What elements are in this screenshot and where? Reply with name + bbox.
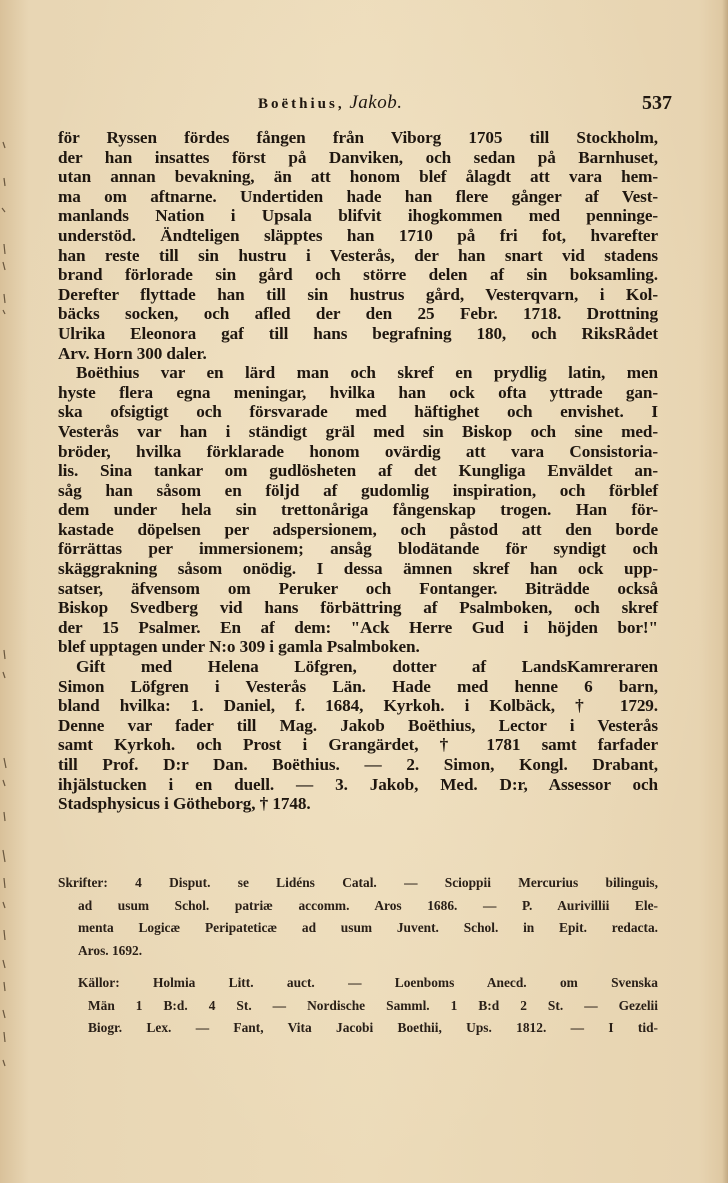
text-line: till Prof. D:r Dan. Boëthius. — 2. Simon, Kongl. Drabant,: [58, 755, 658, 774]
text-line: såg han såsom en följd af gudomlig inspiration, och förblef: [58, 480, 658, 500]
text-line: förrättas per immersionem; ansåg blodätande för syndigt och: [58, 539, 658, 559]
text-line: Stadsphysicus i Götheborg, † 1748.: [58, 794, 311, 814]
text-line: satser, äfvensom om Peruker och Fontanger. Biträdde också: [58, 578, 658, 598]
text-line: lis. Sina tankar om gudlösheten af det Kungliga Enväldet an-: [58, 461, 658, 481]
text-line: bland hvilka: 1. Daniel, f. 1684, Kyrkoh. i Kolbäck, † 1729.: [58, 696, 658, 716]
text-line: ska ofsigtigt och försvarade med häftighet och envishet. I: [58, 402, 658, 422]
text-line: för Ryssen fördes fången från Viborg 1705 till Stockholm,: [58, 128, 658, 147]
text-line: blef upptagen under N:o 309 i gamla Psalmboken.: [58, 637, 420, 657]
text-line: ma om aftnarne. Undertiden hade han flere gånger af Vest-: [58, 186, 658, 206]
text-line: ihjälstucken i en duell. — 3. Jakob, Med. D:r, Assessor och: [58, 774, 658, 794]
running-title: [258, 92, 402, 114]
sources-line: Biogr. Lex. — Fant, Vita Jacobi Boethii, Ups. 1812. — I tid-: [88, 1020, 658, 1035]
gutter-binding-marks: [0, 0, 16, 1183]
text-line: der han insattes först på Danviken, och sedan på Barnhuset,: [58, 147, 658, 167]
writings-line: menta Logicæ Peripateticæ ad usum Juvent. Schol. in Epit. redacta.: [78, 920, 658, 935]
running-title-given-name: Jakob.: [349, 92, 403, 113]
text-line: han reste till sin hustru i Vesterås, der han snart vid stadens: [58, 245, 658, 265]
writings-line: Skrifter: 4 Disput. se Lidéns Catal. — Scioppii Mercurius bilinguis,: [58, 875, 658, 890]
text-line: Vesterås var han i ständigt gräl med sin Biskop och sine med-: [58, 421, 658, 441]
text-line: der 15 Psalmer. En af dem: "Ack Herre Gud i höjden bor!": [58, 617, 658, 637]
text-line: brand förlorade sin gård och större delen af sin boksamling.: [58, 265, 658, 285]
main-text: [58, 128, 658, 814]
page-number: 537: [642, 92, 672, 114]
text-line: bröder, hvilka förklarade honom ovärdig att vara Consistoria-: [58, 441, 658, 461]
references-section: [58, 872, 658, 1040]
text-line: manlands Nation i Upsala blifvit ihogkommen med penninge-: [58, 206, 658, 226]
text-line: skäggrakning såsom onödig. I dessa ämnen skref han ock upp-: [58, 559, 658, 579]
running-title-name: Boëthius,: [258, 96, 345, 112]
text-line: Arv. Horn 300 daler.: [58, 343, 207, 363]
references-gap: [58, 962, 658, 972]
text-line: utan annan bevakning, än att honom blef ålagdt att vara hem-: [58, 167, 658, 187]
page-edge-shadow: [722, 0, 728, 1183]
sources-line: Män 1 B:d. 4 St. — Nordische Samml. 1 B:d 2 St. — Gezelii: [88, 997, 658, 1013]
text-line: hyste flera egna meningar, hvilka han ock ofta yttrade gan-: [58, 382, 658, 402]
text-line: understöd. Ändteligen släpptes han 1710 på fri fot, hvarefter: [58, 225, 658, 245]
text-line: Boëthius var en lärd man och skref en prydlig latin, men: [76, 363, 658, 383]
sources-line: Källor: Holmia Litt. auct. — Loenboms Anecd. om Svenska: [78, 975, 658, 990]
page-header: [0, 92, 728, 118]
text-line: kastade döpelsen per adspersionem, och påstod att den borde: [58, 519, 658, 539]
text-line: samt Kyrkoh. och Prost i Grangärdet, † 1781 samt farfader: [58, 735, 658, 755]
text-line: Ulrika Eleonora gaf till hans begrafning 180, och RiksRådet: [58, 323, 658, 343]
text-line: Gift med Helena Löfgren, dotter af LandsKamreraren: [76, 657, 658, 677]
text-line: Biskop Svedberg vid hans förbättring af Psalmboken, och skref: [58, 598, 658, 618]
text-line: bäcks socken, och afled der den 25 Febr. 1718. Drottning: [58, 304, 658, 324]
writings-line: ad usum Schol. patriæ accomm. Aros 1686. — P. Aurivillii Ele-: [78, 897, 658, 913]
writings-line: Aros. 1692.: [78, 942, 143, 958]
text-line: Denne var fader till Mag. Jakob Boëthius, Lector i Vesterås: [58, 715, 658, 735]
text-line: Derefter flyttade han till sin hustrus gård, Vesterqvarn, i Kol-: [58, 284, 658, 304]
text-line: Simon Löfgren i Vesterås Län. Hade med henne 6 barn,: [58, 676, 658, 696]
text-line: dem under hela sin trettonåriga fångenskap trogen. Han för-: [58, 500, 658, 520]
